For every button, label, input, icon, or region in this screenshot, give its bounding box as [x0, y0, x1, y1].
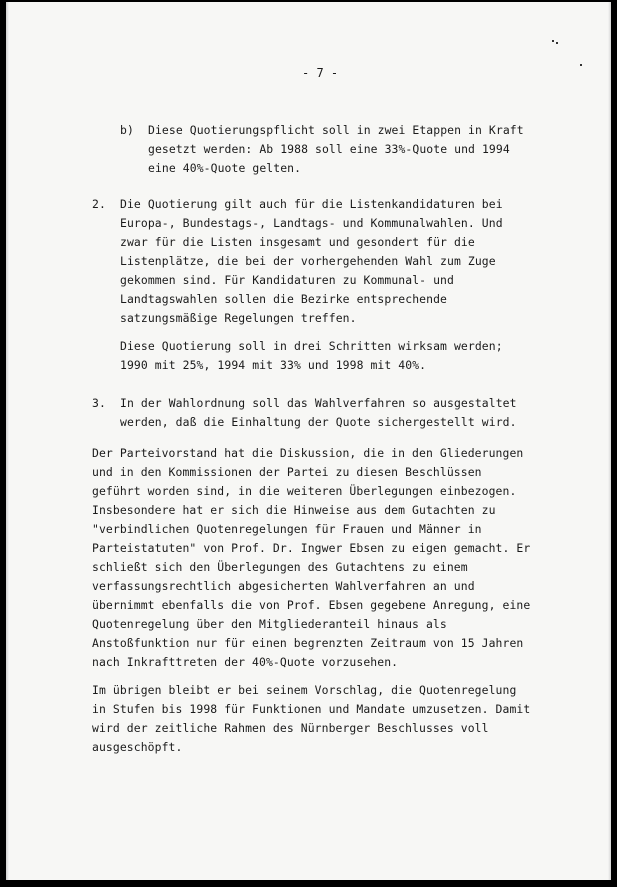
text-line: 1990 mit 25%, 1994 mit 33% und 1998 mit 40%. [120, 358, 427, 372]
list-item-2 [120, 195, 503, 328]
text-line: gekommen sind. Für Kandidaturen zu Kommunal- und [120, 273, 454, 287]
list-marker-b: b) [120, 123, 134, 137]
text-line: und in den Kommissionen der Partei zu diesen Beschlüssen [92, 465, 482, 479]
scan-speck [580, 64, 582, 66]
text-line: geführt worden sind, in die weiteren Überlegungen einbezogen. [92, 484, 517, 498]
text-line: Landtagswahlen sollen die Bezirke entsprechende [120, 292, 448, 306]
text-line: Europa-, Bundestags-, Landtags- und Kommunalwahlen. Und [120, 216, 503, 230]
list-item-b [148, 121, 524, 178]
text-line: verfassungsrechtlich abgesicherten Wahlverfahren an und [92, 579, 475, 593]
text-line: Die Quotierung gilt auch für die Listenkandidaturen bei [120, 197, 503, 211]
text-line: nach Inkrafttreten der 40%-Quote vorzusehen. [92, 655, 399, 669]
page-number: - 7 - [302, 66, 339, 80]
text-line: übernimmt ebenfalls die von Prof. Ebsen gegebene Anregung, eine [92, 598, 531, 612]
text-line: Anstoßfunktion nur für einen begrenzten Zeitraum von 15 Jahren [92, 636, 524, 650]
body-paragraph-1 [92, 444, 530, 672]
list-marker-2: 2. [92, 197, 106, 211]
list-marker-3: 3. [92, 396, 106, 410]
text-line: wird der zeitliche Rahmen des Nürnberger Beschlusses voll [92, 721, 489, 735]
text-line: ausgeschöpft. [92, 740, 183, 754]
text-line: In der Wahlordnung soll das Wahlverfahren so ausgestaltet [120, 396, 517, 410]
document-page [6, 2, 611, 880]
text-line: gesetzt werden: Ab 1988 soll eine 33%-Quote und 1994 [148, 142, 510, 156]
list-item-2-subparagraph [120, 337, 503, 375]
body-paragraph-2 [92, 681, 530, 757]
text-line: Quotenregelung über den Mitgliederanteil hinaus als [92, 617, 447, 631]
page-edge-shadow [6, 2, 9, 880]
text-line: satzungsmäßige Regelungen treffen. [120, 311, 357, 325]
text-line: Parteistatuten" von Prof. Dr. Ingwer Ebsen zu eigen gemacht. Er [92, 541, 531, 555]
text-line: Der Parteivorstand hat die Diskussion, die in den Gliederungen [92, 446, 524, 460]
text-line: zwar für die Listen insgesamt und gesondert für die [120, 235, 475, 249]
text-line: "verbindlichen Quotenregelungen für Frauen und Männer in [92, 522, 482, 536]
text-line: Listenplätze, die bei der vorhergehenden Wahl zum Zuge [120, 254, 496, 268]
scan-speck [556, 42, 558, 44]
text-line: Diese Quotierung soll in drei Schritten wirksam werden; [120, 339, 503, 353]
text-line: Im übrigen bleibt er bei seinem Vorschlag, die Quotenregelung [92, 683, 517, 697]
text-line: Diese Quotierungspflicht soll in zwei Etappen in Kraft [148, 123, 524, 137]
text-line: werden, daß die Einhaltung der Quote sichergestellt wird. [120, 415, 517, 429]
scan-speck [552, 40, 554, 42]
text-line: eine 40%-Quote gelten. [148, 161, 302, 175]
page-edge-shadow [608, 2, 611, 880]
list-item-3 [120, 394, 517, 432]
text-line: schließt sich den Überlegungen des Gutachtens zu einem [92, 560, 468, 574]
text-line: Insbesondere hat er sich die Hinweise aus dem Gutachten zu [92, 503, 496, 517]
text-line: in Stufen bis 1998 für Funktionen und Mandate umzusetzen. Damit [92, 702, 531, 716]
